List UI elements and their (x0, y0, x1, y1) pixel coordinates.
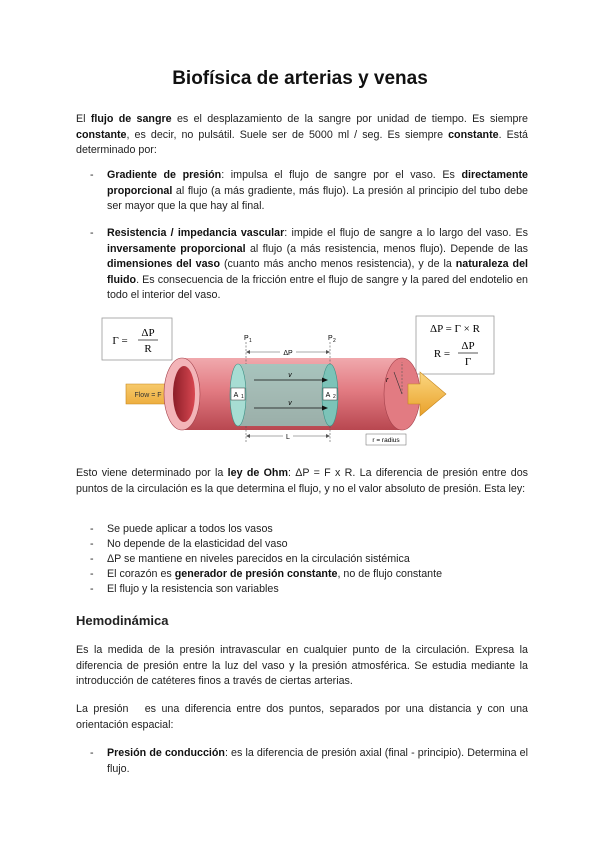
page-title: Biofísica de arterias y venas (172, 68, 428, 89)
bold-text: generador de presión constante (174, 568, 338, 580)
text: (cuanto más ancho menos resistencia), y de la (220, 258, 456, 270)
bullet-dash: - (90, 227, 94, 239)
law-list-item (90, 537, 528, 553)
bold-text: Resistencia / impedancia vascular (107, 227, 285, 239)
bullet-dash: - (90, 747, 94, 759)
list-item-text: Se puede aplicar a todos los vasos (107, 523, 273, 535)
intro-paragraph (76, 112, 528, 159)
bullet-dash: - (90, 538, 94, 550)
vessel-flow-diagram (90, 312, 510, 452)
text: : impulsa el flujo de sangre por el vaso. Es (221, 169, 462, 181)
bold-text: flujo de sangre (90, 113, 172, 125)
vessel-lumen (173, 366, 195, 422)
radius-legend: r = radius (372, 437, 400, 444)
text: El corazón es (107, 568, 175, 580)
flow-label: Flow = F (134, 392, 162, 399)
bullet-dash: - (90, 523, 94, 535)
eq-right2-lhs: R = (433, 348, 451, 360)
text: al flujo (a más resistencia, menos flujo). Depende de las (245, 242, 528, 255)
hemo-paragraph-1: Es la medida de la presión intravascular en cualquier punto de la circulación. Expresa la diferencia de presión entre la luz del vaso y la presión atmosférica. Se estudia mediante la introducción de catéteres finos a través de ciertas arterias. (76, 644, 528, 687)
list-item-text: No depende de la elasticidad del vaso (107, 538, 288, 550)
bullet-text (107, 746, 528, 777)
vessel-segment (230, 364, 338, 426)
bold-text: inversamente proporcional (107, 242, 246, 255)
bullet-dash: - (90, 568, 94, 580)
equation-box-right (416, 316, 494, 374)
bullet-presion-conduccion (90, 746, 528, 777)
bullet-gradiente (90, 168, 528, 215)
length-label: L (286, 434, 290, 441)
eq-right2-den: Γ (464, 356, 472, 368)
hemo-paragraph-2: La presión es una diferencia entre dos puntos, separados por una distancia y con una orientación espacial: (76, 703, 531, 731)
velocity-label: v (288, 400, 292, 407)
delta-p-label: ΔP (283, 350, 293, 357)
bullet-text (107, 168, 528, 215)
p2-sub: 2 (333, 338, 336, 344)
text: : impide el flujo de sangre a lo largo del vaso. Es (284, 227, 528, 239)
bullet-dash: - (90, 553, 94, 565)
law-list-item (90, 582, 528, 598)
bold-text: ley de Ohm (227, 467, 288, 479)
text: Esto viene determinado por la (76, 467, 228, 479)
bold-text: constante (448, 128, 499, 141)
p1-sub: 1 (249, 338, 252, 344)
ohm-paragraph (76, 466, 528, 497)
eq-left-num: ΔP (141, 327, 155, 339)
area-2-label: A (325, 392, 331, 399)
text: , es decir, no pulsátil. Suele ser de 5000 ml / seg. Es siempre (126, 128, 449, 141)
list-item-text: El flujo y la resistencia son variables (107, 583, 279, 595)
bullet-text (107, 226, 528, 304)
text: . Está determinado por: (76, 128, 528, 156)
velocity-label: v (288, 372, 292, 379)
bullet-dash: - (90, 583, 94, 595)
p2-label: P (328, 335, 333, 342)
bold-text: dimensiones del vaso (107, 258, 221, 270)
law-list-item (90, 567, 528, 583)
p1-label: P (244, 335, 249, 342)
text: al flujo (a más gradiente, más flujo). La presión al principio del tubo debe ser mayor que la que hay al final. (107, 184, 528, 212)
area-1-sub: 1 (241, 394, 244, 400)
bold-text: Gradiente de presión (107, 169, 222, 181)
bullet-resistencia (90, 226, 528, 304)
eq-right-1: ΔP = Γ × R (430, 323, 480, 335)
text: . Es consecuencia de la fricción entre el flujo de sangre y la pared del endotelio en todo el interior del vaso. (107, 273, 528, 301)
text: : ΔP = F x R. La diferencia de presión entre dos puntos de la circulación es la que determina el flujo, y no el valor absoluto de presión. Esta ley: (76, 467, 528, 495)
text: es el desplazamiento de la sangre por unidad de tiempo. Es siempre (171, 113, 528, 125)
list-item-text (107, 568, 442, 580)
bullet-dash: - (90, 169, 94, 181)
equation-box-left (102, 318, 172, 360)
eq-left-den: R (144, 343, 152, 355)
text: : es la diferencia de presión axial (final - principio). Determina el flujo. (107, 747, 528, 775)
eq-left-lhs: Γ = (112, 335, 128, 347)
eq-right2-num: ΔP (461, 340, 475, 352)
bold-text: directamente proporcional (107, 169, 528, 197)
text: , no de flujo constante (337, 568, 443, 580)
text: El (76, 113, 91, 125)
bold-text: constante (76, 128, 127, 141)
bold-text: Presión de conducción (107, 747, 225, 759)
area-2-sub: 2 (333, 394, 336, 400)
section-heading-hemodinamica: Hemodinámica (76, 613, 169, 628)
area-1-label: A (233, 392, 239, 399)
list-item-text: ΔP se mantiene en niveles parecidos en la circulación sistémica (107, 553, 410, 565)
bold-text: naturaleza del fluido (107, 258, 529, 286)
law-list-item (90, 552, 528, 568)
radius-symbol: r (386, 377, 389, 384)
law-list-item (90, 522, 528, 538)
